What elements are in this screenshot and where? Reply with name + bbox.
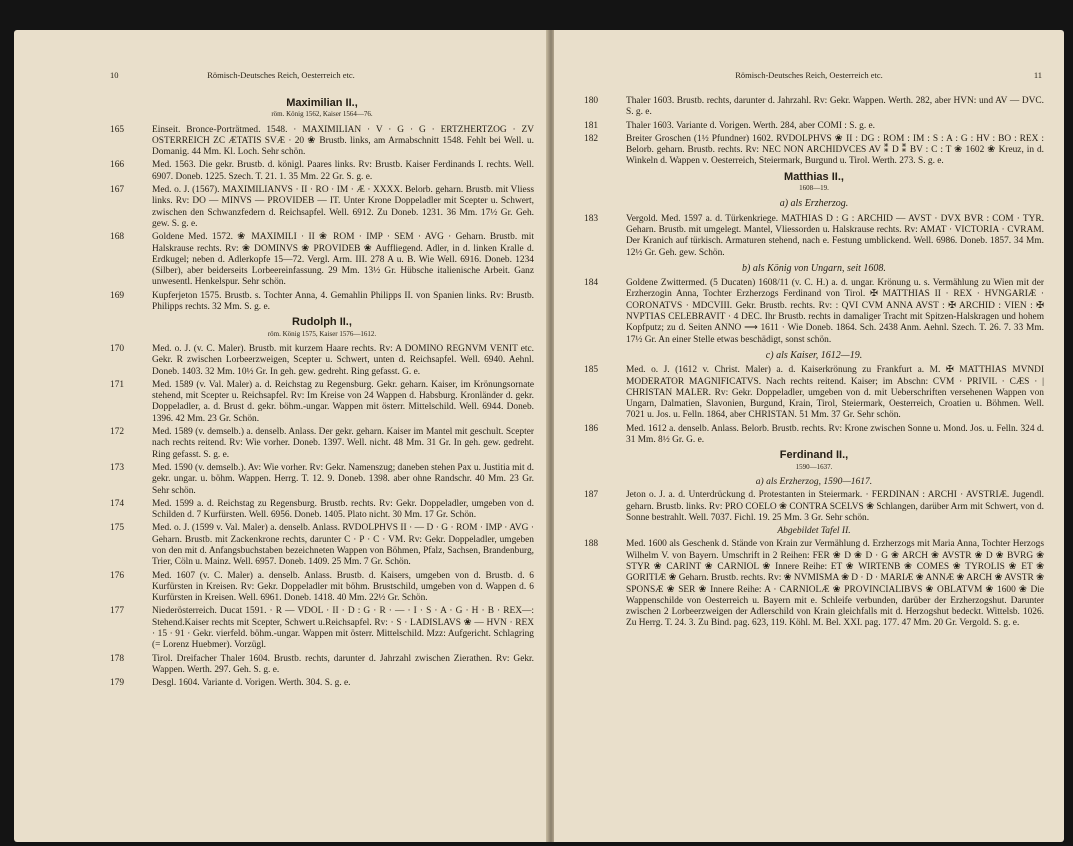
running-title-left: Römisch-Deutsches Reich, Oesterreich etc. bbox=[207, 70, 355, 80]
entry-text: Kupferjeton 1575. Brustb. s. Tochter Anna, 4. Gemahlin Philipps II. von Spanien links. Rv: Brustb. Philipps rechts. 32 Mm. S. g. e. bbox=[152, 290, 534, 313]
book-spread bbox=[14, 30, 1064, 842]
entry-number: 176 bbox=[110, 570, 125, 581]
section-heading-erzherzog: a) als Erzherzog. bbox=[779, 198, 849, 210]
entry-number: 173 bbox=[110, 462, 125, 473]
entry-number: 169 bbox=[110, 290, 125, 301]
entries-ferdinand-a bbox=[584, 490, 1044, 524]
section-heading-koenig: b) als König von Ungarn, seit 1608. bbox=[742, 262, 886, 274]
catalogue-entry bbox=[110, 344, 534, 378]
catalogue-entry bbox=[110, 499, 534, 522]
catalogue-entry bbox=[110, 606, 534, 651]
entry-number: 166 bbox=[110, 160, 125, 171]
catalogue-entry bbox=[110, 232, 534, 288]
catalogue-entry bbox=[584, 121, 1044, 132]
entry-text: Med. 1589 (v. Val. Maler) a. d. Reichstag zu Regensburg. Gekr. geharn. Kaiser, im Krönungsornate stehend, mit Scepter u. Reichsapfel. Rv: Im Kreise von 24 Wappen d. Habsburg. Kronländer d. gekr. Doppeladler, a. d. Brust d. gekr. böhm.-ungar. Wappen mit österr. Mittelschild. Well. 6944. Doneb. 1396. 42 Mm. 23 Gr. Schön. bbox=[152, 379, 534, 424]
catalogue-entry bbox=[110, 463, 534, 497]
entry-text: Med. 1590 (v. demselb.). Av: Wie vorher. Rv: Gekr. Namenszug; daneben stehen Pax u. Justitia mit d. gekr. ungar. u. böhm. Wappen. Herrg. T. 12. 9. Doneb. 1398. aber ohne Randschr. 40 Mm. 23 Gr. Sehr schön. bbox=[152, 462, 534, 496]
right-content bbox=[584, 96, 1044, 632]
entries-matthias-b bbox=[584, 278, 1044, 346]
entry-text: Thaler 1603. Variante d. Vorigen. Werth. 284, aber COMI : S. g. e. bbox=[626, 120, 876, 131]
catalogue-entry bbox=[110, 571, 534, 605]
entry-number: 168 bbox=[110, 232, 125, 243]
catalogue-entry bbox=[584, 365, 1044, 421]
entry-number: 187 bbox=[584, 490, 599, 501]
entry-text: Med. 1589 (v. demselb.) a. denselb. Anlass. Der gekr. geharn. Kaiser im Mantel mit geschult. Scepter nach rechts reitend. Rv: Wie vorher. Doneb. 1397. Well. nicht. 48 Mm. 31 Gr. In geh. gew. gedreht. Ring gefasst. S. g. e. bbox=[152, 427, 534, 460]
entries-matthias-a bbox=[584, 214, 1044, 259]
ruler-heading-matthias: Matthias II., bbox=[784, 170, 844, 183]
ruler-heading-ferdinand: Ferdinand II., bbox=[779, 449, 849, 462]
entry-text: Niederösterreich. Ducat 1591. · R — VDOL · II · D : G · R · — · I · S · A · G · H · B · REX—: Stehend.Kaiser rechts mit Scepter, Schwert u.Reichsapfel. Rv: · S · LADISLAVS ❀ — HVN · REX · 15 · 91 · Gekr. vierfeld. böhm.-ungar. Wappen mit österr. Mittelschild. Mzz: Aufgericht. Schlagring (= Lorenz Huebmer). Vorzügl. bbox=[152, 606, 534, 651]
catalogue-entry bbox=[110, 125, 534, 159]
entry-number: 170 bbox=[110, 343, 125, 354]
entry-text: Med. o. J. (1612 v. Christ. Maler) a. d. Kaiserkrönung zu Frankfurt a. M. ✠ MATTHIAS MVNDI MODERATOR MAGNIFICATVS. Nach rechts reitend. Kaiser; im Abschn: CVM · PRIVIL · CÆS · | CHRISTAN MALER. Rv: Gekr. Doppeladler, umgeben von d. mit Ueberschriften versehenen Wappen von Ungarn, Dalmatien, Slavonien, Burgund, Krain, Tirol, Steiermark, Oesterreich, Croatien u. Böhmen. Well. 7021 u. Jos. u. Felln. 1864, aber CHRISTAN. 51 Mm. 37 Gr. Sehr schön. bbox=[626, 365, 1044, 421]
entries-maximilian bbox=[110, 125, 534, 314]
entry-number: 177 bbox=[110, 606, 125, 617]
left-page bbox=[14, 30, 548, 842]
entry-number: 185 bbox=[584, 365, 599, 376]
entry-text: Med. 1563. Die gekr. Brustb. d. königl. Paares links. Rv: Brustb. Kaiser Ferdinands I. rechts. Well. 6907. Doneb. 1225. Szech. T. 21. 1. 35 Mm. 22 Gr. S. g. e. bbox=[152, 160, 534, 182]
left-content bbox=[110, 94, 534, 692]
running-title-right: Römisch-Deutsches Reich, Oesterreich etc. bbox=[735, 70, 883, 80]
entry-number: 179 bbox=[110, 678, 125, 689]
entry-text: Vergold. Med. 1597 a. d. Türkenkriege. MATHIAS D : G : ARCHID — AVST · DVX BVR : COM · TYR. Geharn. Brustb. mit umgelegt. Mantel, Vliessorden u. Halskrause rechts. Rv: AMAT · VICTORIA · CVRAM. Der Kranich auf türkisch. Armaturen stehend, nach e. Festung umblickend. Well. 6986. Doneb. 1857. 34 Mm. 12½ Gr. Geh. gew. Schön. bbox=[626, 213, 1044, 258]
catalogue-entry bbox=[110, 523, 534, 568]
entry-number: 171 bbox=[110, 379, 125, 390]
entry-number: 175 bbox=[110, 523, 125, 534]
entry-text: Med. o. J. (1599 v. Val. Maler) a. denselb. Anlass. RVDOLPHVS II · — D · G · ROM · IMP · AVG · Geharn. Brustb. mit Zackenkrone rechts, darunter C · P · C · VM. Rv: Gekr. Doppeladler, umgeben von den mit d. Anfangsbuchstaben bezeichneten Wappen von Böhmen, Pfalz, Sachsen, Brandenburg, Trier, Cöln u. Mainz. Well. 6957. Doneb. 1409. 25 Mm. 7 Gr. Schön. bbox=[152, 523, 534, 568]
entry-number: 184 bbox=[584, 278, 599, 289]
entry-text: Med. 1599 a. d. Reichstag zu Regensburg. Brustb. rechts. Rv: Gekr. Doppeladler, umgeben von d. Schilden d. 7 Kurfürsten. Well. 6956. Doneb. 1405. Plato nicht. 30 Mm. 17 Gr. Schön. bbox=[152, 498, 534, 521]
entry-text: Goldene Med. 1572. ❀ MAXIMILI · II ❀ ROM · IMP · SEM · AVG · Geharn. Brustb. mit Halskrause rechts. Rv: ❀ DOMINVS ❀ PROVIDEB ❀ Auffliegend. Adler, in d. linken Kralle d. Erdkugel; neben d. Adlerkopfe 15—72. Vergl. Arm. III. 278 A u. B. Wie Well. 6916. Doneb. 1234 (Silber), aber beiderseits Lorbeereinfassung. 29 Mm. 13½ Gr. Hübsche italienische Arbeit. Ganz unwesentl. Henkelspur. Sehr schön. bbox=[152, 232, 534, 288]
entry-number: 172 bbox=[110, 427, 125, 438]
entry-number: 183 bbox=[584, 213, 599, 224]
catalogue-entry bbox=[110, 185, 534, 230]
catalogue-entry bbox=[110, 427, 534, 461]
ruler-dates-rudolph: röm. König 1575, Kaiser 1576—1612. bbox=[267, 329, 377, 338]
entry-text: Thaler 1603. Brustb. rechts, darunter d. Jahrzahl. Rv: Gekr. Wappen. Werth. 282, aber HVN: und AV — DVC. S. g. e. bbox=[626, 96, 1044, 118]
entry-text: Desgl. 1604. Variante d. Vorigen. Werth. 304. S. g. e. bbox=[152, 678, 351, 689]
catalogue-entry bbox=[110, 160, 534, 183]
entries-rudolph bbox=[110, 344, 534, 690]
page-number-right: 11 bbox=[1033, 70, 1042, 80]
catalogue-entry bbox=[584, 424, 1044, 447]
ruler-heading-rudolph: Rudolph II., bbox=[292, 316, 352, 329]
section-heading-kaiser: c) als Kaiser, 1612—19. bbox=[765, 349, 863, 361]
entry-number: 165 bbox=[110, 124, 125, 135]
section-heading-ferdinand-erzherzog: a) als Erzherzog, 1590—1617. bbox=[755, 476, 873, 487]
entry-text: Med. o. J. (v. C. Maler). Brustb. mit kurzem Haare rechts. Rv: A DOMINO REGNVM VENIT etc. Gekr. R zwischen Lorbeerzweigen, Scepter u. Schwert, unten d. Reichsapfel. Well. 6940. Aehnl. Doneb. 1403. 32 Mm. 10½ Gr. In geh. gew. gedreht. Ring gefasst. G. e. bbox=[152, 343, 534, 377]
ruler-dates-matthias: 1608—19. bbox=[799, 184, 829, 193]
entry-number: 181 bbox=[584, 120, 599, 131]
catalogue-entry bbox=[584, 134, 1044, 168]
ruler-heading-maximilian: Maximilian II., bbox=[286, 97, 358, 109]
catalogue-entry bbox=[110, 291, 534, 314]
entry-text: Goldene Zwittermed. (5 Ducaten) 1608/11 (v. C. H.) a. d. ungar. Krönung u. s. Vermählung zu Wien mit der Erzherzogin Anna, Tochter Erzherzogs Ferdinand von Tirol. ✠ MATTHIAS II · REX · HVNGARIÆ · CORONATVS · MDCVIII. Gekr. Brustb. rechts. Rv: : QVI CVM ANNA AVST : ✠ ARCHID : VIEN : ✠ NVPTIAS CELEBRAVIT · 4 DEC. Ihr Brustb. rechts in damaliger Tracht mit Spitzen-Halskragen und hohem Kopfputz; zu d. Seiten ANNO ⟶ 1611 · Wie Doneb. 1864. Sch. 2438 Anm. Aehnl. Szech. T. 26. 7. 33 Mm. 17½ Gr. An einer Stelle etwas beschädigt, sonst schön. bbox=[626, 278, 1044, 345]
catalogue-entry bbox=[110, 654, 534, 677]
entries-ferdinand-b bbox=[584, 539, 1044, 629]
catalogue-entry bbox=[584, 214, 1044, 259]
entry-text: Med. o. J. (1567). MAXIMILIANVS · II · RO · IM · Æ · XXXX. Belorb. geharn. Brustb. mit Vliess links. Rv: DO — MINVS — PROVIDEB — IT. Unter Krone Doppeladler mit Scepter u. Schwert, zwischen den Schwanzfedern d. Reichsapfel. Well. 6912. Zu Doneb. 1231. 36 Mm. 17½ Gr. Geh. gew. S. g. e. bbox=[152, 185, 534, 229]
catalogue-entry bbox=[110, 380, 534, 425]
entry-text: Med. 1600 als Geschenk d. Stände von Krain zur Vermählung d. Erzherzogs mit Maria Anna, Tochter Herzogs Wilhelm V. von Bayern. Umschrift in 2 Reihen: FER ❀ D ❀ D · G ❀ ARCH ❀ AVSTR ❀ D ❀ BVRG ❀ STYR ❀ CARINT ❀ CARNIOL ❀ Innere Reihe: ET ❀ WIRTENB ❀ COMES ❀ TYROLIS ❀ ET ❀ GORITIÆ ❀ Geharn. Brustb. rechts. Rv: ❀ NVMISMA ❀ D · D · MARIÆ ❀ ANNÆ ❀ ARCH ❀ AVSTR ❀ SPONSÆ ❀ SER ❀ Innere Reihe: A · CARNIOLÆ ❀ PROVINCIALIBVS ❀ OBLATVM ❀ 1600 ❀ Die Wappenschilde von Oesterreich u. Bayern mit e. Schleife verbunden, darüber der Erzherzogshut. Darunter zwischen 2 Lorbeerzweigen der Adlerschild von Krain gleichfalls mit d. Herzogshut bedeckt. Wittelsb. 1026. Zu Herrg. T. 24. 3. Zu Bind. pag. 623, 119. Köhl. M. Bel. XXI. pag. 177. 47 Mm. 20 Gr. Vergold. S. g. e. bbox=[626, 539, 1044, 629]
entry-number: 167 bbox=[110, 185, 125, 196]
right-page bbox=[554, 30, 1064, 842]
page-number-left: 10 bbox=[110, 70, 119, 80]
entry-number: 182 bbox=[584, 133, 599, 144]
entry-text: Tirol. Dreifacher Thaler 1604. Brustb. rechts, darunter d. Jahrzahl zwischen Zierathen. Rv: Gekr. Wappen. Werth. 297. Geh. S. g. e. bbox=[152, 653, 534, 675]
entry-number: 188 bbox=[584, 539, 599, 550]
plate-note: Abgebildet Tafel II. bbox=[777, 526, 851, 537]
ruler-dates-ferdinand: 1590—1637. bbox=[795, 462, 833, 471]
entries-rudolph-cont bbox=[584, 96, 1044, 168]
entry-number: 178 bbox=[110, 653, 125, 664]
entry-text: Einseit. Bronce-Porträtmed. 1548. · MAXIMILIAN · V · G · G · ERTZHERTZOG · ZV OSTERREICH ZC ÆTATIS SVÆ · 20 ❀ Brustb. links, am Armabschnitt 1548. Fehlt bei Well. u. Domanig. 44 Mm. Kl. Loch. Sehr schön. bbox=[152, 124, 534, 158]
catalogue-entry bbox=[584, 96, 1044, 119]
entry-number: 174 bbox=[110, 498, 125, 509]
entry-number: 180 bbox=[584, 96, 599, 106]
entry-text: Med. 1607 (v. C. Maler) a. denselb. Anlass. Brustb. d. Kaisers, umgeben von d. Brustb. d. 6 Kurfürsten in Kreisen. Rv: Gekr. Doppeladler mit böhm. Brustschild, umgeben von d. Wappen d. 6 Kurfürsten in Kreisen. Well. 6961. Doneb. 1418. 40 Mm. 22½ Gr. Schön. bbox=[152, 570, 534, 604]
ruler-dates-maximilian: röm. König 1562, Kaiser 1564—76. bbox=[271, 110, 373, 119]
entry-text: Breiter Groschen (1½ Pfundner) 1602. RVDOLPHVS ❀ II : DG : ROM : IM : S : A : G : HV : BO : REX : Belorb. geharn. Brustb. rechts. Rv: NEC NON ARCHIDVCES AV ⁑ D ⁑ BV : C : T ❀ 1602 ❀ Kreuz, in d. Winkeln d. Wappen v. Oesterreich, Steiermark, Burgund u. Tirol. Werth. 273. S. g. e. bbox=[626, 133, 1044, 167]
catalogue-entry bbox=[584, 490, 1044, 524]
catalogue-entry bbox=[584, 539, 1044, 629]
entry-text: Jeton o. J. a. d. Unterdrückung d. Protestanten in Steiermark. · FERDINAN : ARCHI · AVSTRIÆ. Jugendl. geharn. Brustb. links. Rv: PRO COELO ❀ CONTRA SCELVS ❀ Schlangen, darüber Arm mit Schwert, von d. Sonne bestrahlt. Well. 7037. Fichl. 19. 25 Mm. 3 Gr. Sehr schön. bbox=[626, 490, 1044, 523]
catalogue-entry bbox=[110, 678, 534, 689]
catalogue-entry bbox=[584, 278, 1044, 346]
entry-number: 186 bbox=[584, 423, 599, 434]
entries-matthias-c bbox=[584, 365, 1044, 446]
entry-text: Med. 1612 a. denselb. Anlass. Belorb. Brustb. rechts. Rv: Krone zwischen Sonne u. Mond. Jos. u. Felln. 324 d. 31 Mm. 8½ Gr. G. e. bbox=[626, 423, 1044, 446]
